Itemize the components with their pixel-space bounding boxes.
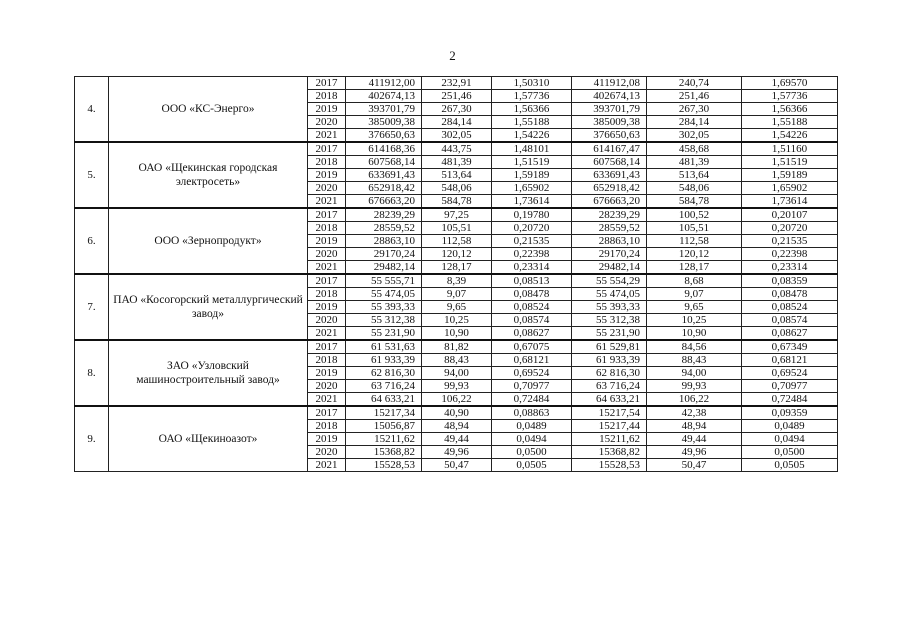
cell-c-coef: 1,51519 (492, 156, 572, 169)
cell-year: 2020 (308, 116, 346, 129)
cell-c-coef2: 0,0494 (742, 433, 838, 446)
cell-year: 2017 (308, 77, 346, 90)
cell-val: 376650,63 (346, 129, 422, 143)
cell-val: 15528,53 (346, 459, 422, 472)
cell-c-coef2: 1,65902 (742, 182, 838, 195)
cell-year: 2017 (308, 142, 346, 156)
cell-c-coef: 0,08524 (492, 301, 572, 314)
cell-c-coef2: 1,56366 (742, 103, 838, 116)
cell-year: 2018 (308, 222, 346, 235)
row-number: 8. (75, 340, 109, 406)
cell-c-rate2: 284,14 (647, 116, 742, 129)
cell-val: 411912,00 (346, 77, 422, 90)
cell-c-rate: 105,51 (422, 222, 492, 235)
cell-val: 15217,34 (346, 406, 422, 420)
cell-c-coef2: 1,73614 (742, 195, 838, 209)
cell-c-rate2: 99,93 (647, 380, 742, 393)
page-number: 2 (449, 48, 456, 63)
cell-val2: 28239,29 (572, 208, 647, 222)
cell-c-coef2: 0,0500 (742, 446, 838, 459)
cell-val: 393701,79 (346, 103, 422, 116)
table-row (75, 274, 838, 288)
cell-val2: 15211,62 (572, 433, 647, 446)
cell-c-coef2: 0,20720 (742, 222, 838, 235)
cell-c-coef: 0,22398 (492, 248, 572, 261)
cell-c-rate: 106,22 (422, 393, 492, 407)
cell-c-rate: 443,75 (422, 142, 492, 156)
cell-c-rate: 9,07 (422, 288, 492, 301)
organization-name: ОАО «Щекиноазот» (109, 406, 308, 472)
cell-c-coef: 0,21535 (492, 235, 572, 248)
cell-c-coef: 0,69524 (492, 367, 572, 380)
cell-c-rate: 112,58 (422, 235, 492, 248)
cell-val2: 61 933,39 (572, 354, 647, 367)
cell-year: 2018 (308, 90, 346, 103)
row-number: 5. (75, 142, 109, 208)
cell-c-coef2: 0,08359 (742, 274, 838, 288)
cell-c-rate2: 94,00 (647, 367, 742, 380)
cell-c-coef: 1,57736 (492, 90, 572, 103)
row-number: 7. (75, 274, 109, 340)
cell-c-coef: 0,0500 (492, 446, 572, 459)
cell-c-coef2: 0,21535 (742, 235, 838, 248)
cell-year: 2018 (308, 420, 346, 433)
cell-year: 2020 (308, 248, 346, 261)
cell-val: 55 474,05 (346, 288, 422, 301)
cell-c-rate: 10,90 (422, 327, 492, 341)
cell-year: 2020 (308, 380, 346, 393)
cell-c-coef2: 0,0489 (742, 420, 838, 433)
cell-val2: 55 312,38 (572, 314, 647, 327)
table-row (75, 208, 838, 222)
cell-c-rate: 49,96 (422, 446, 492, 459)
cell-c-coef: 0,72484 (492, 393, 572, 407)
cell-c-rate2: 88,43 (647, 354, 742, 367)
cell-c-coef: 0,0494 (492, 433, 572, 446)
cell-c-coef: 0,08627 (492, 327, 572, 341)
cell-c-rate: 97,25 (422, 208, 492, 222)
cell-val: 676663,20 (346, 195, 422, 209)
cell-year: 2019 (308, 169, 346, 182)
cell-c-coef: 0,68121 (492, 354, 572, 367)
cell-c-rate2: 10,90 (647, 327, 742, 341)
cell-val2: 15528,53 (572, 459, 647, 472)
cell-c-rate: 8,39 (422, 274, 492, 288)
cell-c-rate: 128,17 (422, 261, 492, 275)
cell-year: 2019 (308, 103, 346, 116)
cell-c-coef2: 1,51519 (742, 156, 838, 169)
cell-c-rate2: 128,17 (647, 261, 742, 275)
table-row (75, 340, 838, 354)
cell-year: 2021 (308, 459, 346, 472)
row-number: 4. (75, 77, 109, 143)
cell-c-rate: 81,82 (422, 340, 492, 354)
cell-year: 2017 (308, 274, 346, 288)
cell-c-rate: 232,91 (422, 77, 492, 90)
cell-val: 55 231,90 (346, 327, 422, 341)
cell-val: 15056,87 (346, 420, 422, 433)
cell-val2: 411912,08 (572, 77, 647, 90)
cell-c-coef2: 0,08524 (742, 301, 838, 314)
cell-val2: 607568,14 (572, 156, 647, 169)
cell-val: 63 716,24 (346, 380, 422, 393)
cell-c-coef: 0,70977 (492, 380, 572, 393)
organization-name: ООО «КС-Энерго» (109, 77, 308, 143)
cell-year: 2021 (308, 393, 346, 407)
cell-val2: 402674,13 (572, 90, 647, 103)
cell-val2: 62 816,30 (572, 367, 647, 380)
cell-c-rate: 50,47 (422, 459, 492, 472)
cell-val2: 15368,82 (572, 446, 647, 459)
cell-val: 61 531,63 (346, 340, 422, 354)
cell-val2: 61 529,81 (572, 340, 647, 354)
cell-c-coef2: 0,20107 (742, 208, 838, 222)
cell-c-coef: 0,23314 (492, 261, 572, 275)
tariff-table (74, 76, 838, 472)
cell-year: 2017 (308, 340, 346, 354)
cell-c-coef2: 0,67349 (742, 340, 838, 354)
cell-c-coef: 0,08863 (492, 406, 572, 420)
row-number: 9. (75, 406, 109, 472)
cell-c-coef2: 0,23314 (742, 261, 838, 275)
cell-year: 2021 (308, 327, 346, 341)
table-row (75, 77, 838, 90)
table-body (75, 77, 838, 472)
cell-c-coef2: 0,09359 (742, 406, 838, 420)
cell-val: 55 312,38 (346, 314, 422, 327)
cell-c-coef: 1,59189 (492, 169, 572, 182)
cell-val2: 15217,44 (572, 420, 647, 433)
cell-c-coef: 0,20720 (492, 222, 572, 235)
cell-year: 2019 (308, 235, 346, 248)
cell-year: 2018 (308, 288, 346, 301)
cell-val2: 55 474,05 (572, 288, 647, 301)
cell-c-rate2: 48,94 (647, 420, 742, 433)
cell-c-rate2: 8,68 (647, 274, 742, 288)
cell-c-rate2: 9,07 (647, 288, 742, 301)
cell-c-rate2: 42,38 (647, 406, 742, 420)
cell-c-rate2: 106,22 (647, 393, 742, 407)
cell-val: 64 633,21 (346, 393, 422, 407)
cell-c-rate2: 105,51 (647, 222, 742, 235)
cell-c-coef2: 0,08574 (742, 314, 838, 327)
cell-year: 2019 (308, 433, 346, 446)
table-row (75, 142, 838, 156)
cell-c-coef2: 0,68121 (742, 354, 838, 367)
cell-year: 2021 (308, 261, 346, 275)
cell-c-coef: 0,0505 (492, 459, 572, 472)
cell-c-rate2: 481,39 (647, 156, 742, 169)
cell-val2: 29482,14 (572, 261, 647, 275)
row-number: 6. (75, 208, 109, 274)
cell-c-coef2: 1,59189 (742, 169, 838, 182)
cell-val: 28863,10 (346, 235, 422, 248)
cell-c-coef: 0,67075 (492, 340, 572, 354)
cell-year: 2021 (308, 195, 346, 209)
cell-c-rate2: 251,46 (647, 90, 742, 103)
cell-c-coef: 1,54226 (492, 129, 572, 143)
cell-c-coef2: 0,08478 (742, 288, 838, 301)
cell-val2: 29170,24 (572, 248, 647, 261)
organization-name: ОАО «Щекинская городская электросеть» (109, 142, 308, 208)
cell-val: 15368,82 (346, 446, 422, 459)
cell-val: 28239,29 (346, 208, 422, 222)
cell-c-rate: 9,65 (422, 301, 492, 314)
cell-val2: 652918,42 (572, 182, 647, 195)
organization-name: ПАО «Косогорский металлургический завод» (109, 274, 308, 340)
cell-c-coef2: 0,22398 (742, 248, 838, 261)
cell-year: 2017 (308, 208, 346, 222)
cell-year: 2020 (308, 446, 346, 459)
cell-c-rate2: 10,25 (647, 314, 742, 327)
cell-c-coef: 1,50310 (492, 77, 572, 90)
cell-c-rate: 99,93 (422, 380, 492, 393)
cell-c-coef2: 0,69524 (742, 367, 838, 380)
cell-c-coef2: 1,55188 (742, 116, 838, 129)
cell-c-rate: 88,43 (422, 354, 492, 367)
cell-year: 2018 (308, 156, 346, 169)
cell-c-rate: 120,12 (422, 248, 492, 261)
cell-val: 652918,42 (346, 182, 422, 195)
cell-c-coef: 1,48101 (492, 142, 572, 156)
organization-name: ЗАО «Узловский машиностроительный завод» (109, 340, 308, 406)
cell-val: 402674,13 (346, 90, 422, 103)
cell-c-coef2: 1,69570 (742, 77, 838, 90)
cell-val2: 376650,63 (572, 129, 647, 143)
cell-val2: 614167,47 (572, 142, 647, 156)
cell-val2: 28863,10 (572, 235, 647, 248)
cell-c-rate2: 49,96 (647, 446, 742, 459)
cell-c-coef: 1,56366 (492, 103, 572, 116)
cell-val2: 55 231,90 (572, 327, 647, 341)
cell-c-rate: 251,46 (422, 90, 492, 103)
cell-year: 2020 (308, 314, 346, 327)
cell-c-coef2: 0,72484 (742, 393, 838, 407)
cell-val: 614168,36 (346, 142, 422, 156)
cell-c-rate: 267,30 (422, 103, 492, 116)
cell-c-coef: 1,73614 (492, 195, 572, 209)
cell-val2: 64 633,21 (572, 393, 647, 407)
cell-year: 2019 (308, 301, 346, 314)
cell-c-rate2: 50,47 (647, 459, 742, 472)
cell-val: 15211,62 (346, 433, 422, 446)
cell-c-coef2: 1,51160 (742, 142, 838, 156)
cell-c-rate2: 100,52 (647, 208, 742, 222)
cell-val2: 393701,79 (572, 103, 647, 116)
cell-c-rate: 284,14 (422, 116, 492, 129)
cell-c-coef: 1,65902 (492, 182, 572, 195)
cell-c-coef2: 1,54226 (742, 129, 838, 143)
cell-c-rate: 302,05 (422, 129, 492, 143)
table-row (75, 406, 838, 420)
cell-val2: 15217,54 (572, 406, 647, 420)
cell-val2: 633691,43 (572, 169, 647, 182)
cell-c-rate: 10,25 (422, 314, 492, 327)
organization-name: ООО «Зернопродукт» (109, 208, 308, 274)
cell-val: 385009,38 (346, 116, 422, 129)
cell-year: 2021 (308, 129, 346, 143)
cell-val: 633691,43 (346, 169, 422, 182)
cell-val: 55 393,33 (346, 301, 422, 314)
cell-c-rate2: 84,56 (647, 340, 742, 354)
cell-val: 29170,24 (346, 248, 422, 261)
cell-val: 29482,14 (346, 261, 422, 275)
cell-c-coef: 0,19780 (492, 208, 572, 222)
cell-year: 2017 (308, 406, 346, 420)
cell-c-rate2: 120,12 (647, 248, 742, 261)
cell-c-rate: 481,39 (422, 156, 492, 169)
cell-val2: 28559,52 (572, 222, 647, 235)
cell-c-coef2: 1,57736 (742, 90, 838, 103)
cell-c-coef2: 0,70977 (742, 380, 838, 393)
cell-val2: 55 393,33 (572, 301, 647, 314)
cell-c-coef: 0,08513 (492, 274, 572, 288)
cell-c-rate2: 49,44 (647, 433, 742, 446)
cell-c-coef2: 0,0505 (742, 459, 838, 472)
cell-val2: 63 716,24 (572, 380, 647, 393)
cell-c-rate2: 302,05 (647, 129, 742, 143)
cell-val2: 676663,20 (572, 195, 647, 209)
cell-year: 2020 (308, 182, 346, 195)
cell-val: 607568,14 (346, 156, 422, 169)
cell-c-coef: 0,08478 (492, 288, 572, 301)
cell-c-coef: 0,08574 (492, 314, 572, 327)
cell-val2: 55 554,29 (572, 274, 647, 288)
cell-c-rate: 548,06 (422, 182, 492, 195)
cell-c-rate: 40,90 (422, 406, 492, 420)
cell-val2: 385009,38 (572, 116, 647, 129)
cell-val: 62 816,30 (346, 367, 422, 380)
cell-c-rate2: 267,30 (647, 103, 742, 116)
cell-year: 2018 (308, 354, 346, 367)
cell-c-rate: 48,94 (422, 420, 492, 433)
cell-c-coef2: 0,08627 (742, 327, 838, 341)
cell-val: 55 555,71 (346, 274, 422, 288)
cell-c-rate2: 9,65 (647, 301, 742, 314)
cell-c-rate: 94,00 (422, 367, 492, 380)
cell-c-rate: 49,44 (422, 433, 492, 446)
cell-c-rate2: 584,78 (647, 195, 742, 209)
cell-val: 28559,52 (346, 222, 422, 235)
cell-c-rate2: 112,58 (647, 235, 742, 248)
cell-c-rate2: 240,74 (647, 77, 742, 90)
cell-c-rate2: 458,68 (647, 142, 742, 156)
cell-c-coef: 1,55188 (492, 116, 572, 129)
cell-val: 61 933,39 (346, 354, 422, 367)
cell-c-coef: 0,0489 (492, 420, 572, 433)
cell-year: 2019 (308, 367, 346, 380)
cell-c-rate2: 513,64 (647, 169, 742, 182)
cell-c-rate2: 548,06 (647, 182, 742, 195)
cell-c-rate: 584,78 (422, 195, 492, 209)
cell-c-rate: 513,64 (422, 169, 492, 182)
